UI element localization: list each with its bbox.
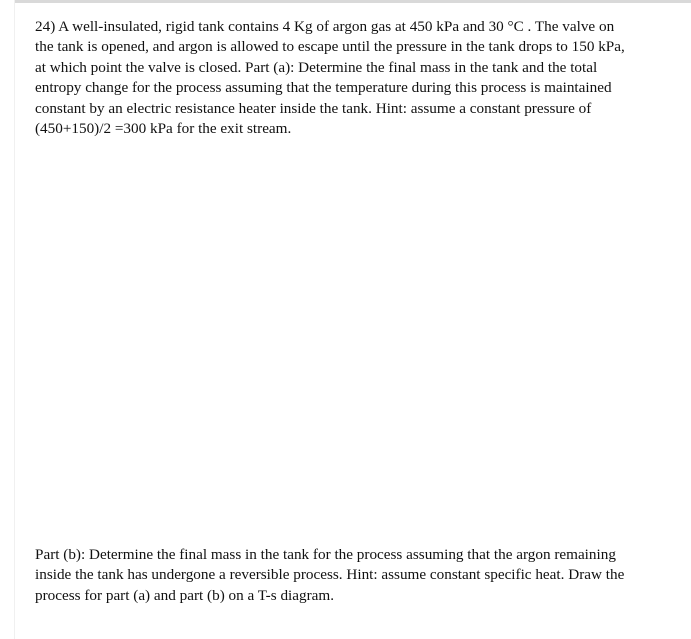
question-part-b (35, 545, 675, 606)
text-line: inside the tank has undergone a reversible process. Hint: assume constant specific heat. Draw the (35, 566, 625, 584)
text-line: (450+150)/2 =300 kPa for the exit stream. (35, 120, 292, 138)
text-line: the tank is opened, and argon is allowed to escape until the pressure in the tank drops to 150 kPa, (35, 38, 625, 56)
text-line: at which point the valve is closed. Part (a): Determine the final mass in the tank and the total (35, 58, 598, 76)
text-line: 24) A well-insulated, rigid tank contains 4 Kg of argon gas at 450 kPa and 30 °C . The valve on (35, 18, 615, 35)
text-line: constant by an electric resistance heater inside the tank. Hint: assume a constant pressure of (35, 99, 592, 117)
page-left-border (14, 0, 15, 639)
text-line: entropy change for the process assuming that the temperature during this process is maintained (35, 79, 612, 97)
text-line: Part (b): Determine the final mass in the tank for the process assuming that the argon remaining (35, 546, 616, 563)
question-part-a (35, 17, 675, 139)
text-line: process for part (a) and part (b) on a T-s diagram. (35, 586, 335, 604)
page-top-border (14, 0, 691, 3)
